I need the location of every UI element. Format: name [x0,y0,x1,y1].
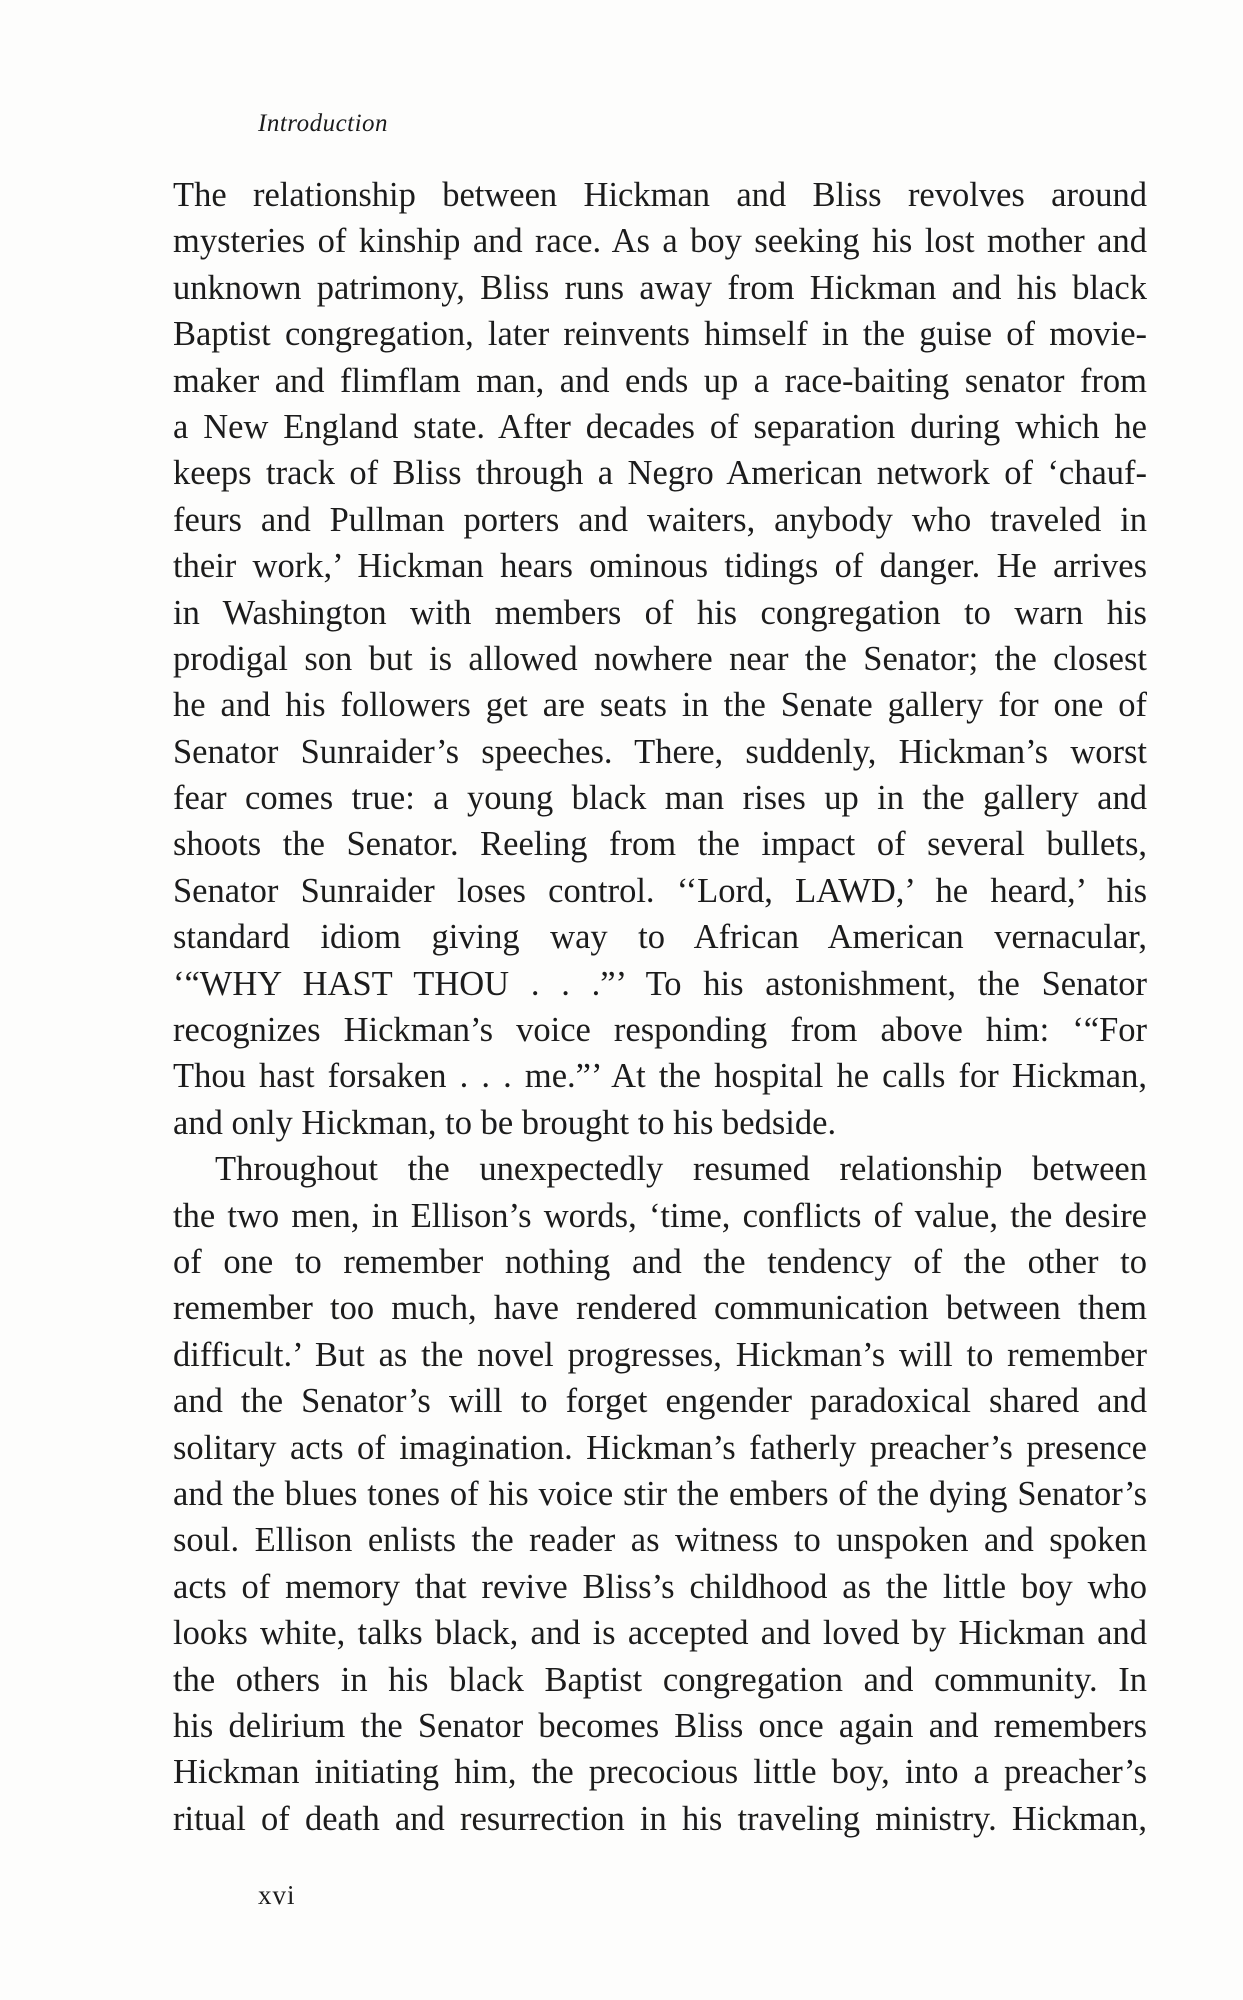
text-line: Baptist congregation, later reinvents himself in the guise of movie- [173,315,1147,354]
text-line: the two men, in Ellison’s words, ‘time, conflicts of value, the desire [173,1196,1147,1235]
text-line: their work,’ Hickman hears ominous tidings of danger. He arrives [173,547,1147,586]
text-line: standard idiom giving way to African American vernacular, [173,918,1147,957]
text-line: recognizes Hickman’s voice responding from above him: ‘“For [173,1011,1147,1050]
text-line: maker and flimflam man, and ends up a race-baiting senator from [173,361,1147,400]
text-line: and the blues tones of his voice stir the embers of the dying Senator’s [173,1474,1147,1513]
text-line: of one to remember nothing and the tendency of the other to [173,1242,1147,1281]
text-line: mysteries of kinship and race. As a boy seeking his lost mother and [173,222,1147,261]
page-number: xvi [258,1880,296,1910]
text-line: Throughout the unexpectedly resumed relationship between [215,1150,1147,1189]
text-line: fear comes true: a young black man rises up in the gallery and [173,779,1147,818]
text-line: and the Senator’s will to forget engender paradoxical shared and [173,1382,1147,1421]
running-head: Introduction [258,110,389,137]
text-line: acts of memory that revive Bliss’s childhood as the little boy who [173,1567,1147,1606]
text-line: in Washington with members of his congregation to warn his [173,593,1147,632]
text-line: ‘“WHY HAST THOU . . .”’ To his astonishment, the Senator [173,964,1147,1003]
text-line: Thou hast forsaken . . . me.”’ At the hospital he calls for Hickman, [173,1057,1147,1096]
text-line: The relationship between Hickman and Bliss revolves around [173,176,1147,214]
text-line: the others in his black Baptist congregation and community. In [173,1660,1147,1699]
text-line: prodigal son but is allowed nowhere near the Senator; the closest [173,639,1147,678]
text-line: Senator Sunraider’s speeches. There, suddenly, Hickman’s worst [173,732,1147,771]
text-line: soul. Ellison enlists the reader as witness to unspoken and spoken [173,1521,1147,1560]
text-line: shoots the Senator. Reeling from the impact of several bullets, [173,825,1147,864]
text-line: keeps track of Bliss through a Negro American network of ‘chauf- [173,454,1147,493]
text-line: unknown patrimony, Bliss runs away from Hickman and his black [173,268,1147,307]
text-line: Hickman initiating him, the precocious little boy, into a preacher’s [173,1753,1147,1792]
text-line: ritual of death and resurrection in his traveling ministry. Hickman, [173,1799,1147,1838]
text-line: Senator Sunraider loses control. ‘‘Lord, LAWD,’ he heard,’ his [173,871,1147,910]
text-line: difficult.’ But as the novel progresses, Hickman’s will to remember [173,1335,1147,1374]
text-line: remember too much, have rendered communication between them [173,1289,1147,1328]
text-line: a New England state. After decades of separation during which he [173,407,1147,446]
paragraph-1 [173,172,1147,1146]
body-text [173,172,1147,1842]
text-line: solitary acts of imagination. Hickman’s fatherly preacher’s presence [173,1428,1147,1467]
text-line: he and his followers get are seats in the Senate gallery for one of [173,686,1147,725]
text-line: looks white, talks black, and is accepted and loved by Hickman and [173,1614,1147,1653]
text-line: feurs and Pullman porters and waiters, anybody who traveled in [173,500,1147,539]
paragraph-2 [173,1146,1147,1842]
text-line: his delirium the Senator becomes Bliss once again and remembers [173,1706,1147,1745]
text-line: and only Hickman, to be brought to his bedside. [173,1103,837,1142]
